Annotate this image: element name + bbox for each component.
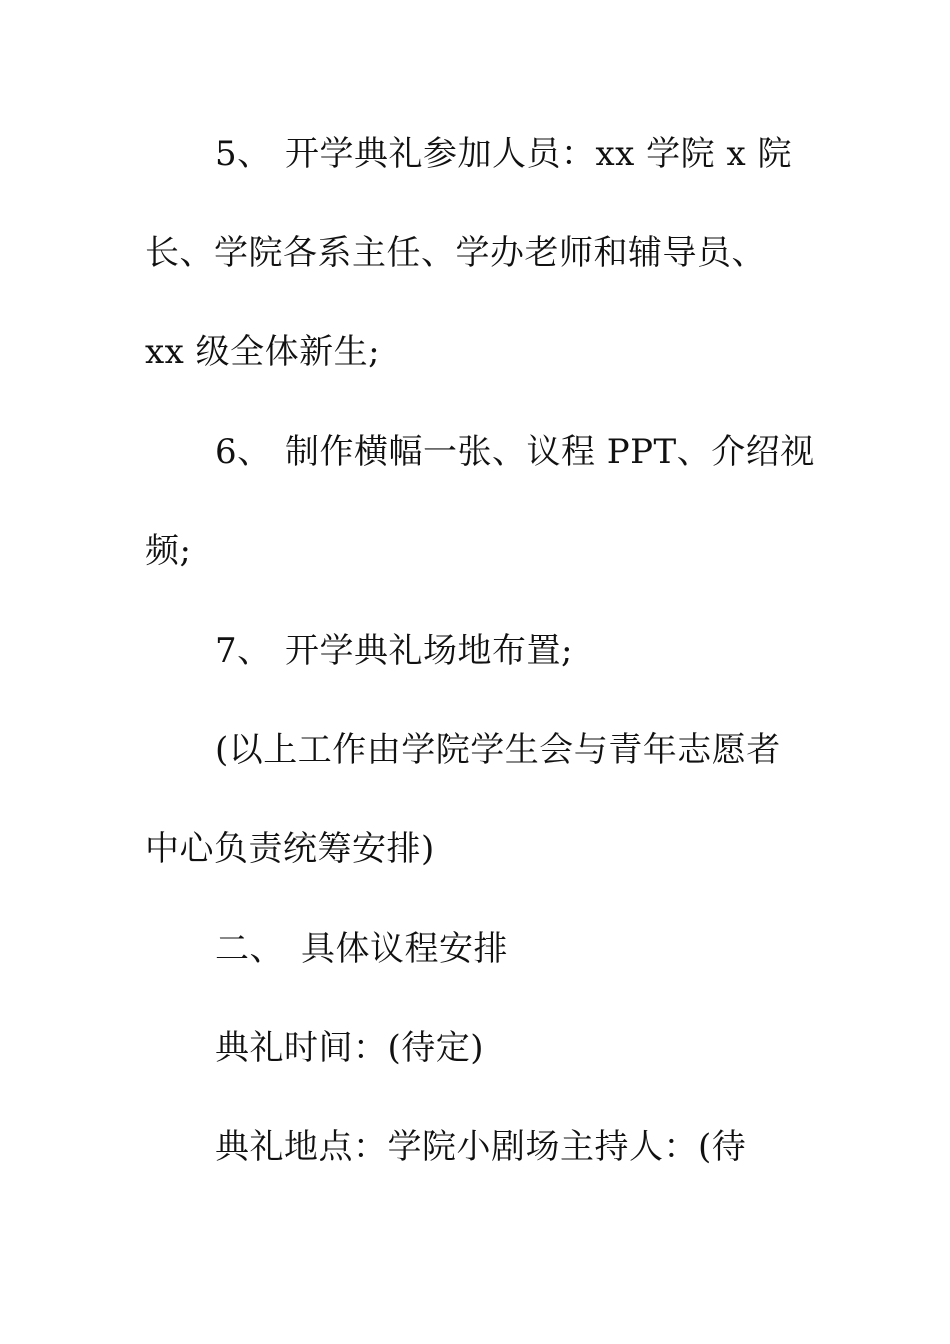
section-heading — [215, 929, 508, 969]
item-5-text: 开学典礼参加人员：xx 学院 x 院 — [285, 134, 792, 174]
item-6-line-2: 频; — [145, 531, 192, 571]
note-line-2: 中心负责统筹安排) — [145, 829, 435, 869]
item-5-line-2: 长、学院各系主任、学办老师和辅导员、 — [145, 233, 766, 273]
item-6-number: 6、 — [215, 432, 272, 472]
item-5-line-3: xx 级全体新生; — [145, 332, 381, 372]
item-5-line-1 — [215, 134, 792, 174]
ceremony-place: 典礼地点：学院小剧场主持人：(待 — [215, 1127, 747, 1167]
item-6-text: 制作横幅一张、议程 PPT、介绍视 — [285, 432, 815, 472]
section-title: 具体议程安排 — [301, 929, 508, 969]
item-7-line-1 — [215, 631, 573, 671]
note-line-1: (以上工作由学院学生会与青年志愿者 — [215, 730, 781, 770]
item-6-line-1 — [215, 432, 815, 472]
ceremony-time: 典礼时间：(待定) — [215, 1028, 485, 1068]
item-5-number: 5、 — [215, 134, 272, 174]
section-number: 二、 — [215, 929, 284, 969]
item-7-text: 开学典礼场地布置; — [285, 631, 573, 671]
item-7-number: 7、 — [215, 631, 272, 671]
